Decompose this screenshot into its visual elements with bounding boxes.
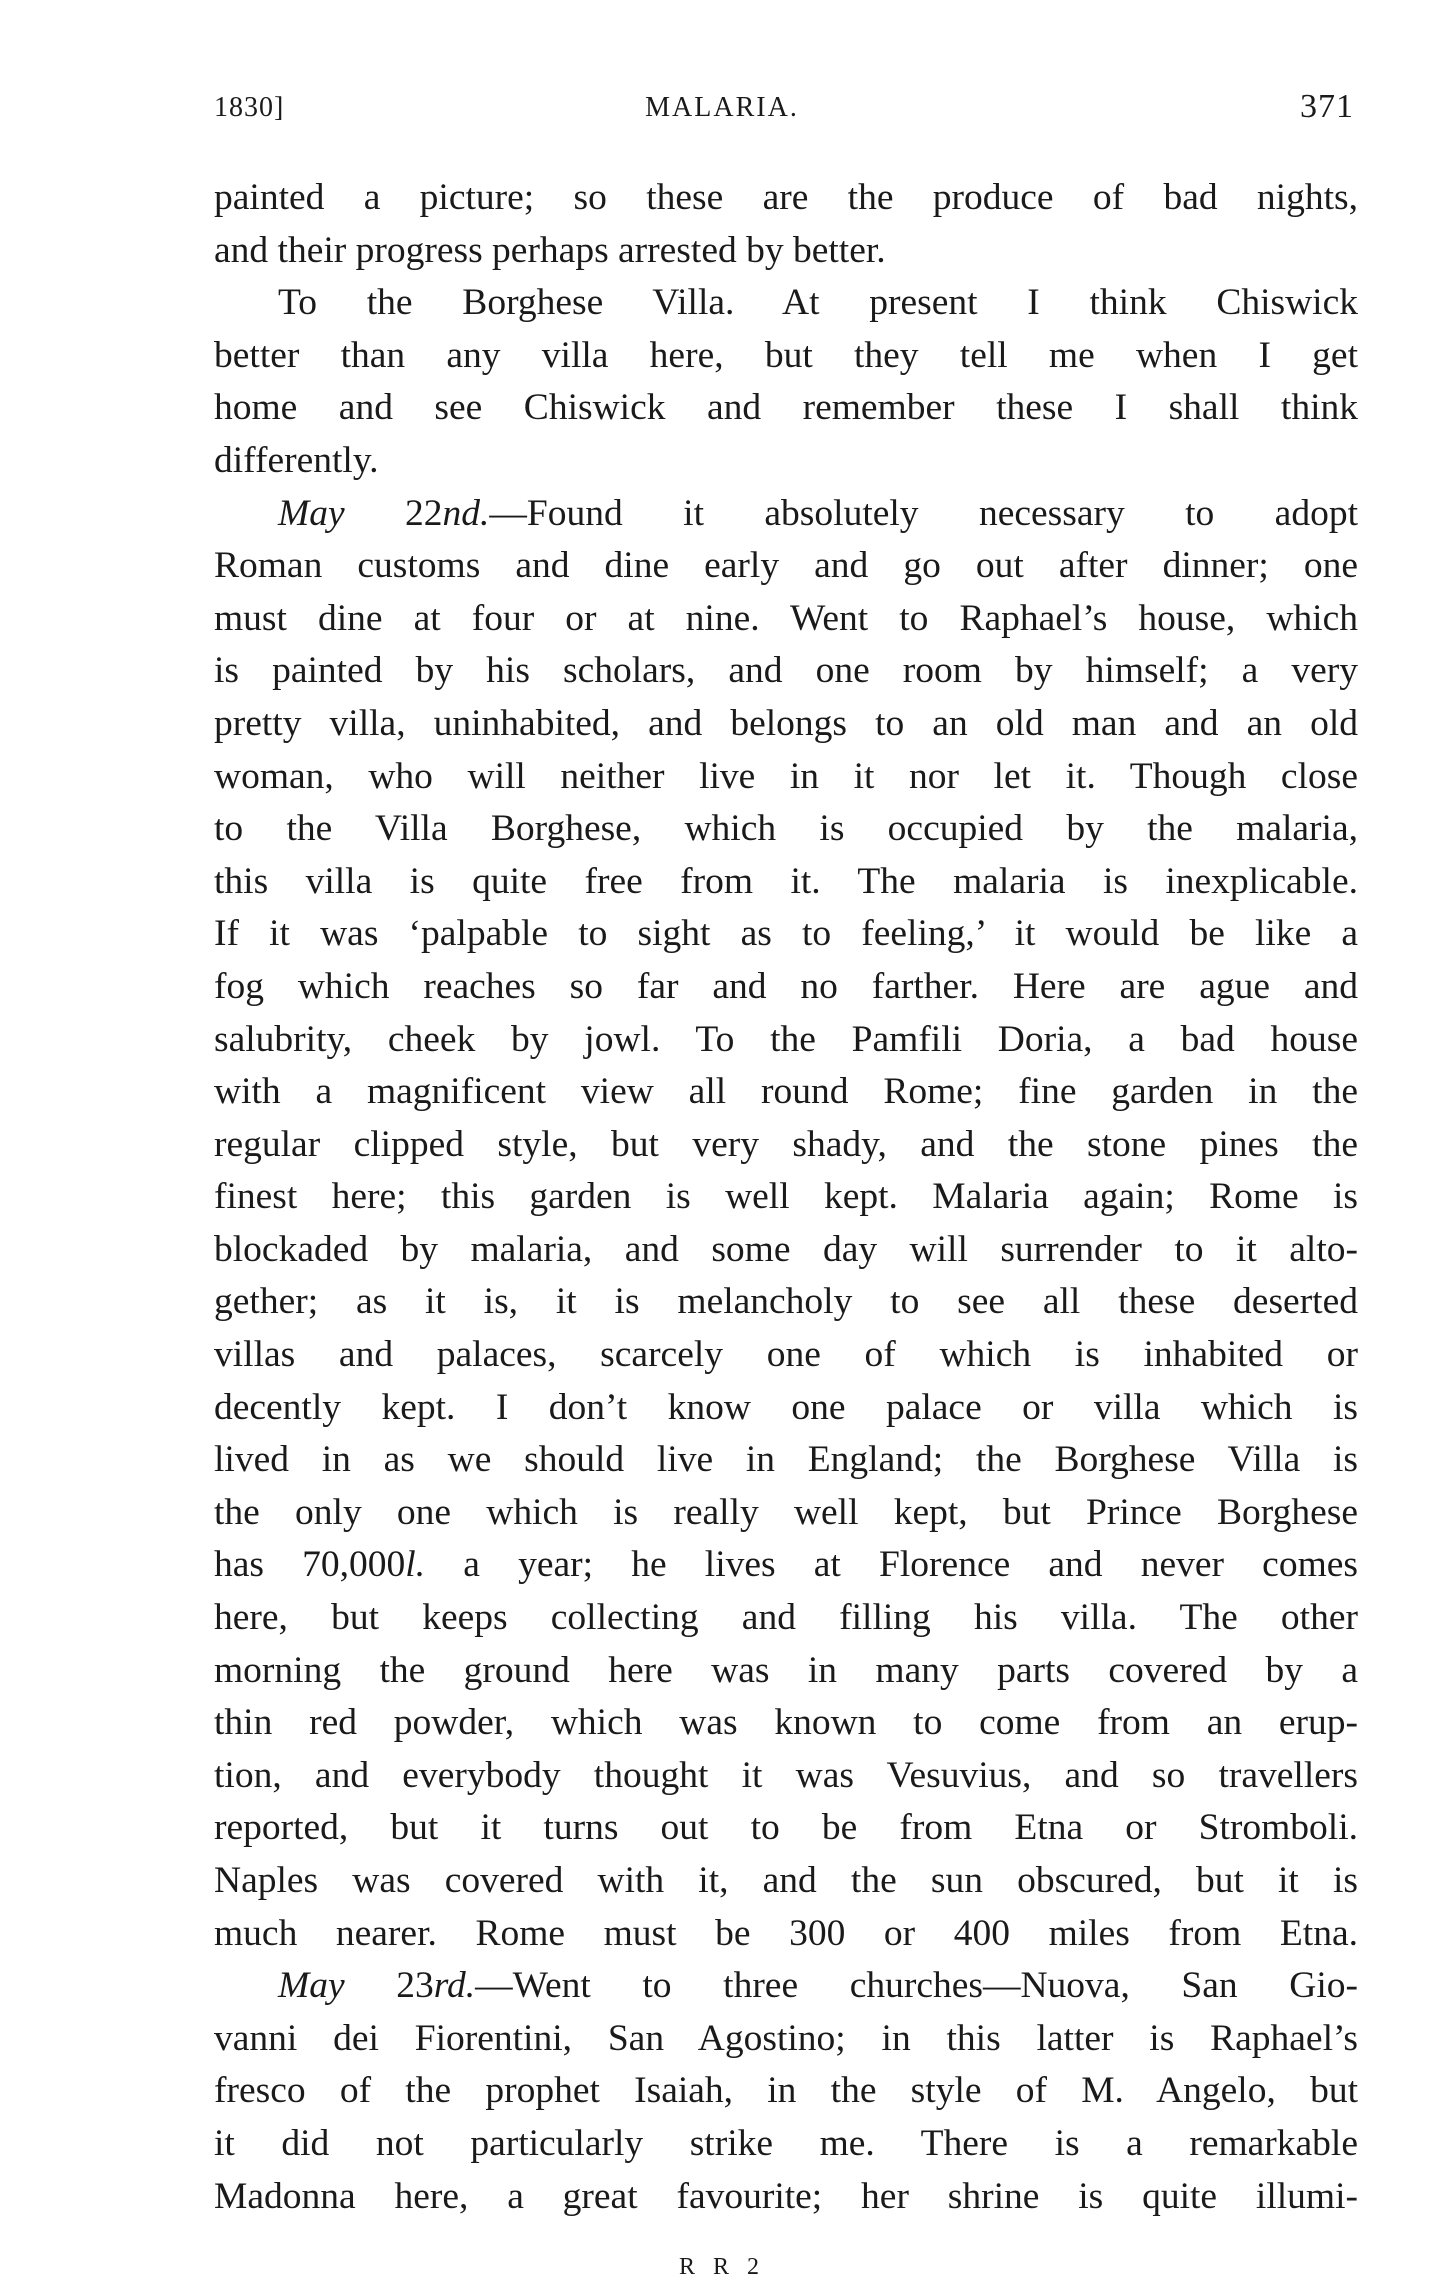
text-line (214, 1224, 1358, 1277)
text-segment: 22 (344, 492, 443, 534)
text-line (214, 803, 1358, 856)
text-segment: painted a picture; so these are the produce of bad nights, (214, 177, 1358, 218)
text-line (214, 961, 1358, 1014)
text-segment: fresco of the prophet Isaiah, in the style of M. Angelo, but (214, 2070, 1358, 2112)
text-segment: salubrity, cheek by jowl. To the Pamfili Doria, a bad house (214, 1018, 1358, 1060)
text-segment: this villa is quite free from it. The malaria is inexplicable. (214, 860, 1358, 902)
text-segment: much nearer. Rome must be 300 or 400 miles from Etna. (214, 1912, 1358, 1954)
text-segment: with a magnificent view all round Rome; fine garden in the (214, 1071, 1358, 1113)
text-line (214, 1014, 1358, 1067)
text-segment: 23 (344, 1965, 434, 2007)
text-segment: tion, and everybody thought it was Vesuvius, and so travellers (214, 1754, 1358, 1796)
text-line (214, 856, 1358, 909)
text-segment: villas and palaces, scarcely one of which is inhabited or (214, 1334, 1358, 1376)
text-segment: the only one which is really well kept, but Prince Borghese (214, 1491, 1358, 1533)
text-line (214, 1750, 1358, 1803)
text-line (214, 2171, 1358, 2224)
text-segment: morning the ground here was in many parts covered by a (214, 1649, 1358, 1691)
text-segment: Roman customs and dine early and go out after dinner; one (214, 545, 1358, 587)
page-number: 371 (1300, 88, 1354, 125)
text-line (214, 172, 1358, 225)
text-segment: is painted by his scholars, and one room by himself; a very (214, 650, 1358, 692)
text-segment: better than any villa here, but they tell me when I get (214, 334, 1358, 376)
italic-text: May (278, 1965, 345, 2007)
text-line (214, 908, 1358, 961)
text-line (214, 1539, 1358, 1592)
text-segment: regular clipped style, but very shady, and the stone pines the (214, 1123, 1358, 1165)
text-line (214, 2065, 1358, 2118)
text-segment: pretty villa, uninhabited, and belongs to an old man and an old (214, 702, 1358, 744)
text-line (214, 1855, 1358, 1908)
text-line (214, 2118, 1358, 2171)
text-line (214, 225, 1358, 278)
text-segment: —Found it absolutely necessary to adopt (489, 492, 1358, 534)
text-line (214, 1119, 1358, 1172)
text-segment: a year; he lives at Florence and never comes (425, 1544, 1358, 1586)
text-line (214, 1697, 1358, 1750)
italic-text: May (278, 492, 345, 534)
signature-mark: R R 2 (678, 2254, 765, 2280)
text-segment: it did not particularly strike me. There is a remarkable (214, 2122, 1358, 2164)
text-segment: reported, but it turns out to be from Etna or Stromboli. (214, 1807, 1358, 1849)
text-line (214, 645, 1358, 698)
text-segment: woman, who will neither live in it nor let it. Though close (214, 755, 1358, 797)
text-segment: to the Villa Borghese, which is occupied by the malaria, (214, 808, 1358, 850)
text-line (214, 1276, 1358, 1329)
text-segment: Naples was covered with it, and the sun obscured, but it is (214, 1860, 1358, 1901)
text-segment: lived in as we should live in England; the Borghese Villa is (214, 1439, 1358, 1481)
italic-text: rd. (433, 1965, 476, 2007)
text-line (214, 1434, 1358, 1487)
italic-text: l. (405, 1544, 426, 1586)
text-line (214, 488, 1358, 541)
text-segment: —Went to three churches—Nuova, San Gio- (475, 1965, 1359, 2007)
text-line (214, 751, 1358, 804)
text-line (214, 698, 1358, 751)
text-line (214, 277, 1358, 330)
text-line (214, 1960, 1358, 2013)
text-segment: vanni dei Fiorentini, San Agostino; in this latter is Raphael’s (214, 2017, 1358, 2059)
text-line (214, 1171, 1358, 1224)
text-line (214, 1487, 1358, 1540)
text-segment: has 70,000 (214, 1544, 406, 1586)
text-line (214, 1908, 1358, 1961)
italic-text: nd. (442, 492, 490, 534)
text-line (214, 382, 1358, 435)
body-text (214, 172, 1358, 2223)
text-segment: Madonna here, a great favourite; her shrine is quite illumi- (214, 2175, 1358, 2217)
text-segment: decently kept. I don’t know one palace or villa which is (214, 1386, 1358, 1428)
text-line (214, 2013, 1358, 2066)
text-segment: If it was ‘palpable to sight as to feeling,’ it would be like a (214, 913, 1358, 955)
text-segment: differently. (214, 439, 379, 481)
text-segment: here, but keeps collecting and filling his villa. The other (214, 1597, 1358, 1639)
text-segment: must dine at four or at nine. Went to Raphael’s house, which (214, 597, 1358, 639)
text-segment: fog which reaches so far and no farther. Here are ague and (214, 965, 1358, 1007)
text-line (214, 1329, 1358, 1382)
text-segment: blockaded by malaria, and some day will surrender to it alto- (214, 1228, 1358, 1270)
text-segment: home and see Chiswick and remember these I shall think (214, 387, 1358, 429)
text-segment: and their progress perhaps arrested by better. (214, 229, 886, 271)
text-line (214, 1645, 1358, 1698)
text-line (214, 1802, 1358, 1855)
text-segment: finest here; this garden is well kept. Malaria again; Rome is (214, 1176, 1358, 1218)
text-line (214, 435, 1358, 488)
text-line (214, 1066, 1358, 1119)
text-line (214, 540, 1358, 593)
text-segment: gether; as it is, it is melancholy to see all these deserted (214, 1281, 1358, 1323)
text-line (214, 1382, 1358, 1435)
text-segment: thin red powder, which was known to come from an erup- (214, 1702, 1358, 1744)
text-segment: To the Borghese Villa. At present I think Chiswick (278, 282, 1358, 324)
running-head-year: 1830] (214, 92, 285, 123)
text-line (214, 593, 1358, 646)
running-head-title: MALARIA. (645, 92, 799, 123)
text-line (214, 1592, 1358, 1645)
text-line (214, 330, 1358, 383)
